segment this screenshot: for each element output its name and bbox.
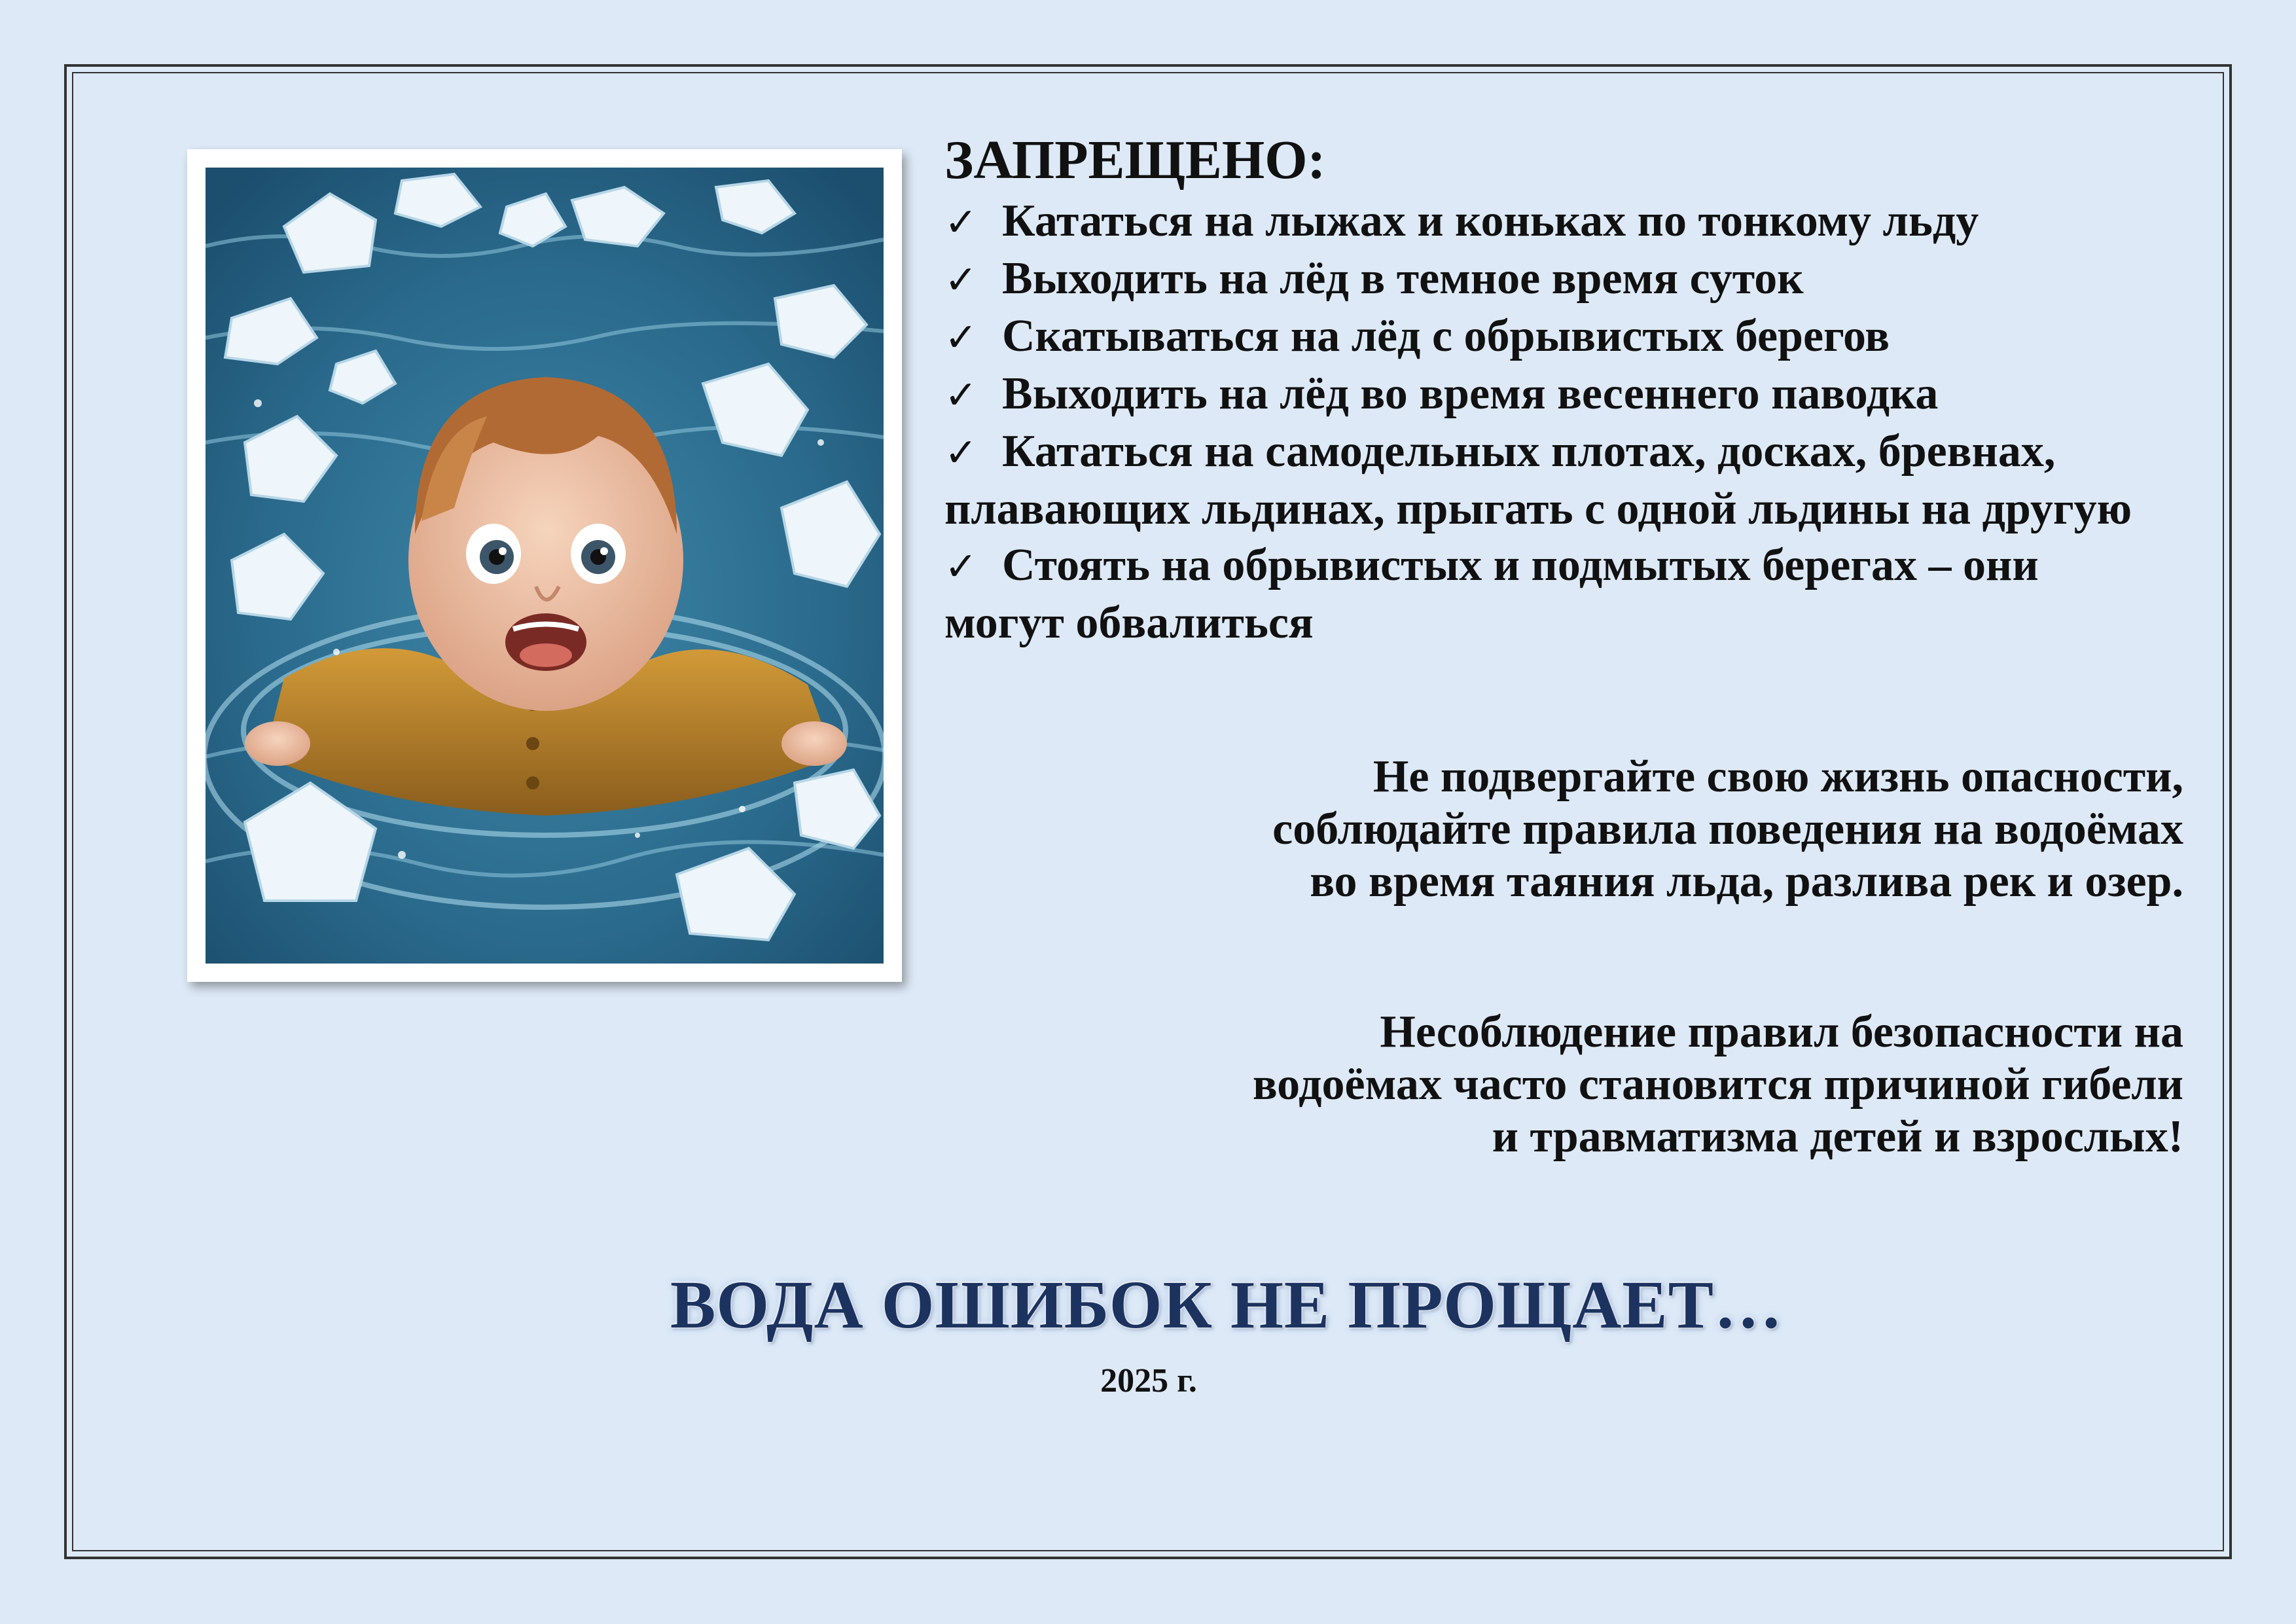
rule-item [944, 537, 2227, 651]
slogan: ВОДА ОШИБОК НЕ ПРОЩАЕТ… [670, 1267, 1784, 1343]
prohibited-rules [944, 128, 2227, 651]
photo-card [187, 149, 902, 982]
rule-item [944, 251, 2227, 308]
rule-item [944, 366, 2227, 424]
rule-text-continuation: могут обвалиться [944, 598, 1314, 648]
rule-text-continuation: плавающих льдинах, прыгать с одной льдины на другую [944, 484, 2132, 534]
notice-line: и травматизма детей и взрослых! [1492, 1111, 2183, 1162]
rule-text: Стоять на обрывистых и подмытых берегах – они [1002, 540, 2039, 590]
rule-text: Кататься на самодельных плотах, досках, бревнах, [1002, 426, 2056, 477]
checkmark-icon: ✓ [944, 544, 978, 590]
checkmark-icon: ✓ [944, 257, 978, 303]
rule-text: Кататься на лыжах и коньках по тонкому льду [1002, 196, 1979, 246]
notice-line: водоёмах часто становится причиной гибели [1252, 1059, 2183, 1110]
year-label: 2025 г. [1100, 1362, 1197, 1399]
notice-line: Несоблюдение правил безопасности на [1380, 1007, 2183, 1057]
rule-item [944, 424, 2227, 537]
notice-line: Не подвергайте свою жизнь опасности, [1372, 751, 2183, 802]
rule-text: Выходить на лёд в темное время суток [1002, 253, 1804, 304]
notice-line: во время таяния льда, разлива рек и озер. [1310, 856, 2183, 907]
checkmark-icon: ✓ [944, 372, 978, 418]
rule-item [944, 308, 2227, 366]
warning-notice [1071, 1006, 2183, 1163]
rule-text: Скатываться на лёд с обрывистых берегов [1002, 311, 1890, 361]
notice-line: соблюдайте правила поведения на водоёмах [1272, 804, 2183, 854]
child-in-icy-water-illustration [206, 168, 884, 964]
safety-notice [1071, 751, 2183, 908]
checkmark-icon: ✓ [944, 430, 978, 476]
checkmark-icon: ✓ [944, 315, 978, 361]
rule-list [944, 193, 2227, 651]
rule-text: Выходить на лёд во время весеннего паводка [1002, 369, 1939, 419]
checkmark-icon: ✓ [944, 200, 978, 245]
rule-item [944, 193, 2227, 251]
illustration-graphic [206, 168, 884, 964]
rules-heading: ЗАПРЕЩЕНО: [944, 130, 1326, 190]
